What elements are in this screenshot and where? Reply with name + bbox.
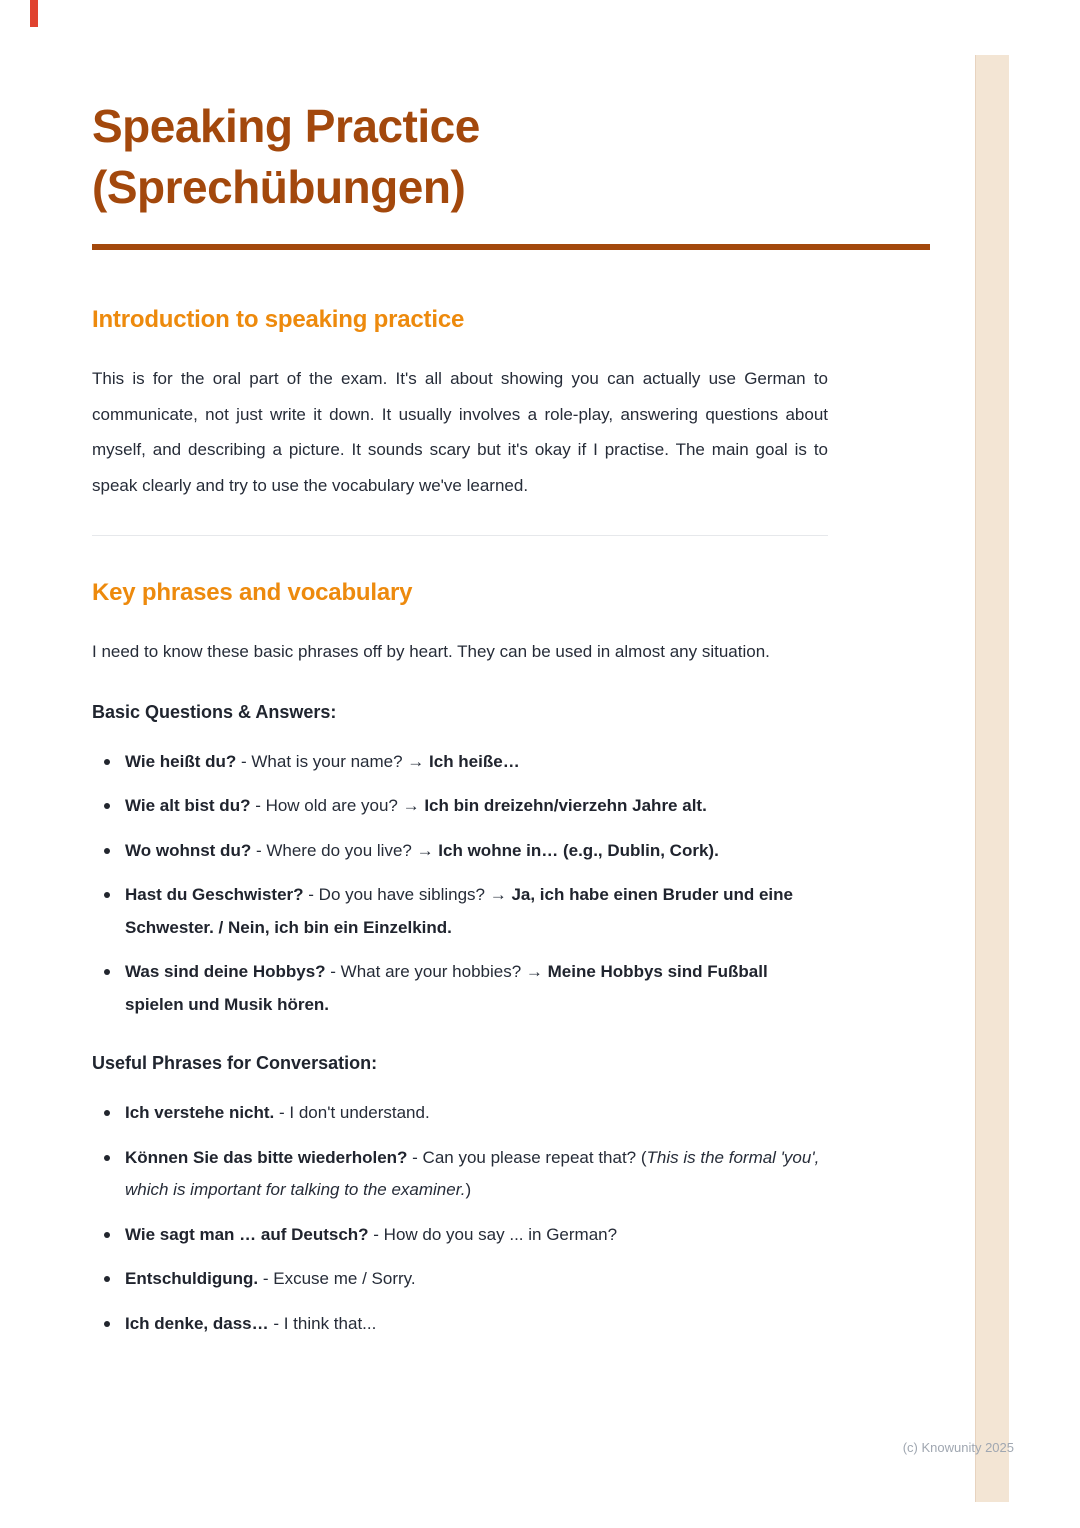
list-item xyxy=(92,835,828,868)
list-item xyxy=(92,1097,828,1130)
german-answer: Ich heiße… xyxy=(429,751,520,771)
german-phrase: Wie sagt man … auf Deutsch? xyxy=(125,1224,369,1244)
page-title xyxy=(92,0,828,218)
subheading-basic-questions: Basic Questions & Answers: xyxy=(92,701,337,722)
german-phrase: Ich denke, dass… xyxy=(125,1313,269,1333)
german-question: Was sind deine Hobbys? xyxy=(125,962,326,981)
german-phrase: Ich verstehe nicht. xyxy=(125,1103,275,1122)
section-divider xyxy=(92,535,828,536)
list-item xyxy=(92,1142,828,1207)
translation-text: - Can you please repeat that? ( xyxy=(407,1147,647,1167)
german-answer: Meine Hobbys sind Fußball spielen und Musik hören. xyxy=(125,962,768,1014)
introduction-paragraph: This is for the oral part of the exam. It's all about showing you can actually use German to communicate, not just write it down. It usually involves a role-play, answering questions about myself, and describing a picture. It sounds scary but it's okay if I practise. The main goal is to speak clearly and try to use the vocabulary we've learned. xyxy=(92,369,828,495)
list-item xyxy=(92,1308,828,1341)
german-answer: Ich wohne in… (e.g., Dublin, Cork). xyxy=(438,840,719,860)
german-question: Wie alt bist du? xyxy=(125,796,251,815)
copyright-credit: (c) Knowunity 2025 xyxy=(902,1440,1014,1455)
german-question: Wo wohnst du? xyxy=(125,840,252,860)
section-heading-key-phrases: Key phrases and vocabulary xyxy=(92,579,413,606)
german-phrase: Entschuldigung. xyxy=(125,1269,259,1288)
page-title-line1: Speaking Practice xyxy=(92,100,480,152)
translation-text: - I don't understand. xyxy=(274,1103,430,1122)
key-phrases-paragraph: I need to know these basic phrases off by heart. They can be used in almost any situation. xyxy=(92,642,770,661)
translation-text: - What is your name? → xyxy=(236,751,430,771)
german-answer: Ich bin dreizehn/vierzehn Jahre alt. xyxy=(424,796,707,815)
list-item xyxy=(92,746,828,779)
german-question: Wie heißt du? xyxy=(125,751,237,771)
list-item xyxy=(92,956,828,1021)
list-item xyxy=(92,1263,828,1296)
translation-text: - Excuse me / Sorry. xyxy=(258,1269,416,1288)
document-content xyxy=(92,0,828,1340)
list-item xyxy=(92,790,828,823)
right-edge-bar xyxy=(975,55,1009,1502)
translation-text: - How old are you? → xyxy=(250,796,425,815)
translation-text-end: ) xyxy=(465,1180,472,1199)
translation-text: - Where do you live? → xyxy=(251,840,439,860)
translation-text: - How do you say ... in German? xyxy=(368,1224,618,1244)
section-heading-introduction: Introduction to speaking practice xyxy=(92,306,465,333)
title-rule xyxy=(92,244,930,250)
german-question: Hast du Geschwister? xyxy=(125,885,304,904)
translation-text: - I think that... xyxy=(268,1313,377,1333)
page-title-line2: (Sprechübungen) xyxy=(92,161,466,213)
red-edge-mark xyxy=(30,0,38,27)
italic-note: This is the formal 'you', which is important for talking to the examiner. xyxy=(125,1147,820,1199)
translation-text: - Do you have siblings? → xyxy=(303,885,512,904)
german-phrase: Können Sie das bitte wiederholen? xyxy=(125,1147,408,1167)
useful-phrases-list xyxy=(92,1097,828,1340)
basic-questions-list xyxy=(92,746,828,1022)
subheading-useful-phrases: Useful Phrases for Conversation: xyxy=(92,1053,378,1073)
translation-text: - What are your hobbies? → xyxy=(325,962,548,981)
list-item xyxy=(92,879,828,944)
german-answer: Ja, ich habe einen Bruder und eine Schwester. / Nein, ich bin ein Einzelkind. xyxy=(125,885,793,937)
list-item xyxy=(92,1219,828,1252)
